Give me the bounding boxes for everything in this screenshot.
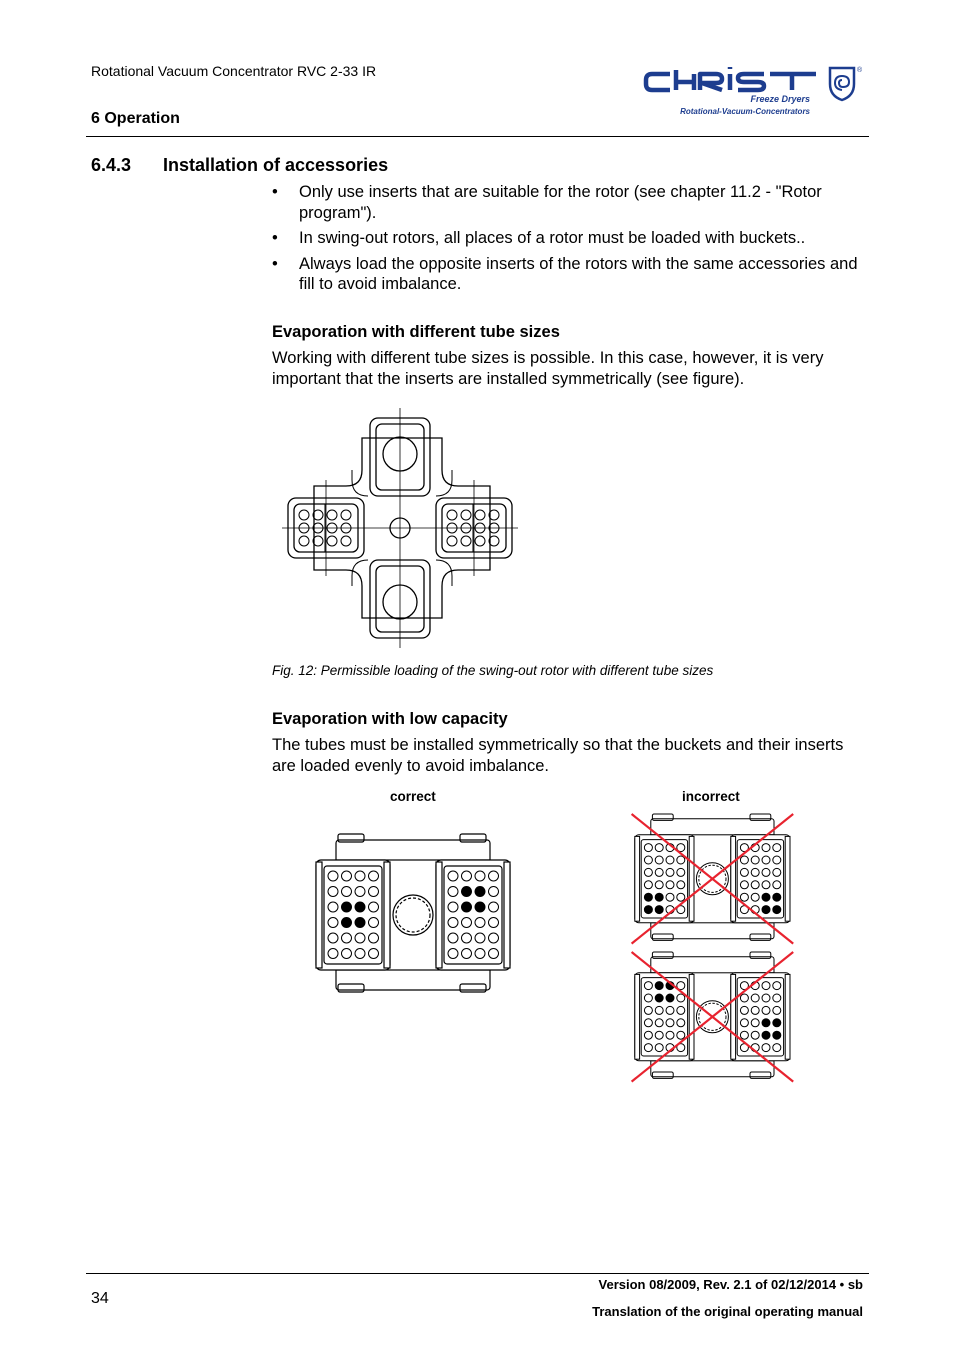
- list-item-text: Only use inserts that are suitable for the rotor (see chapter 11.2 - "Rotor program").: [299, 183, 822, 222]
- registered-mark: ®: [857, 67, 863, 74]
- label-correct: correct: [390, 789, 436, 804]
- label-incorrect: incorrect: [682, 789, 740, 804]
- paragraph-low-capacity: The tubes must be installed symmetrically so that the buckets and their inserts are loaded evenly to avoid imbalance.: [272, 736, 844, 775]
- logo-tagline-1: Freeze Dryers: [750, 94, 810, 104]
- christ-wordmark: [646, 67, 816, 90]
- list-item: [272, 182, 872, 223]
- bullet-marker: •: [272, 229, 278, 247]
- document-title: Rotational Vacuum Concentrator RVC 2-33 IR: [91, 63, 377, 79]
- section-number: 6.4.3: [91, 155, 132, 175]
- rotor-diagram: [282, 408, 522, 648]
- translation-note: Translation of the original operating manual: [592, 1304, 863, 1319]
- christ-logo: [640, 62, 866, 120]
- subheading-low-capacity: Evaporation with low capacity: [272, 710, 508, 728]
- section-title: Installation of accessories: [163, 155, 389, 175]
- page-number: 34: [91, 1290, 109, 1307]
- figure-caption: Fig. 12: Permissible loading of the swing-out rotor with different tube sizes: [272, 663, 714, 678]
- bullet-marker: •: [272, 183, 278, 201]
- subheading-tube-sizes: Evaporation with different tube sizes: [272, 323, 560, 341]
- incorrect-loading-diagram-1: [630, 814, 796, 944]
- paragraph-tube-sizes: Working with different tube sizes is possible. In this case, however, it is very important that the inserts are installed symmetrically (see figure).: [272, 349, 824, 388]
- spiral-shield-icon: [830, 68, 854, 100]
- bullet-marker: •: [272, 254, 278, 273]
- version-info: Version 08/2009, Rev. 2.1 of 02/12/2014 • sb: [598, 1277, 863, 1292]
- instruction-list: [272, 182, 872, 300]
- logo-tagline-2: Rotational-Vacuum-Concentrators: [680, 107, 810, 116]
- chapter-heading: 6 Operation: [91, 110, 180, 127]
- list-item: [272, 228, 872, 249]
- header-rule: [86, 136, 869, 137]
- list-item-text: In swing-out rotors, all places of a rotor must be loaded with buckets..: [299, 229, 806, 247]
- incorrect-loading-diagram-2: [630, 952, 796, 1084]
- correct-loading-diagram: [310, 834, 516, 996]
- footer-rule: [86, 1273, 869, 1274]
- list-item-text: Always load the opposite inserts of the rotors with the same accessories and fill to avoid imbalance.: [299, 254, 858, 293]
- list-item: [272, 254, 872, 295]
